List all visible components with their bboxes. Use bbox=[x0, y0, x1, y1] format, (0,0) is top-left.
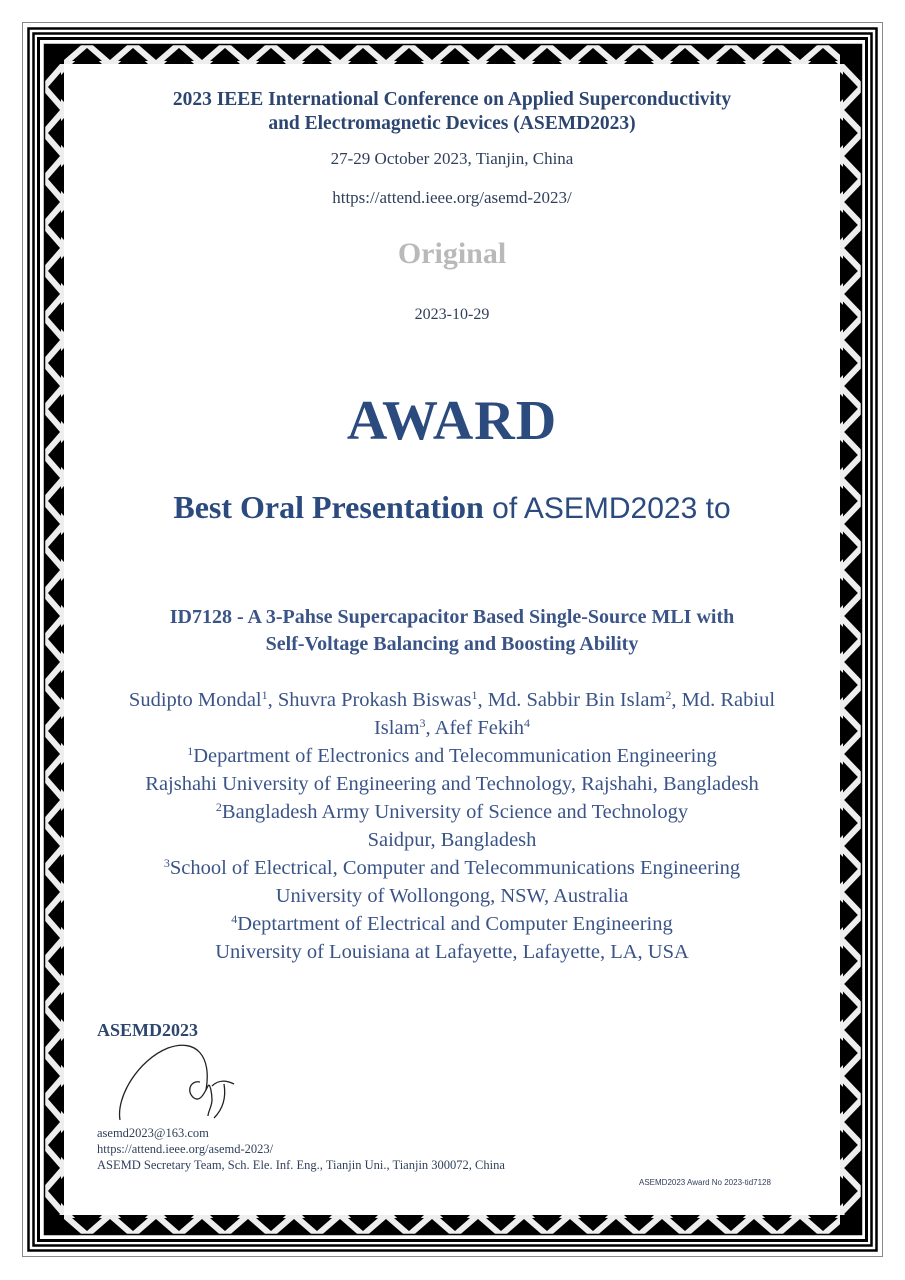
award-name: Best Oral Presentation bbox=[173, 489, 484, 525]
author: Md. Sabbir Bin Islam$^2$, bbox=[487, 688, 682, 711]
author: Md. Rabiul Islam$^3$, bbox=[373, 689, 776, 739]
author-list bbox=[104, 686, 800, 742]
conference-title-line2: and Electromagnetic Devices (ASEMD2023) bbox=[268, 113, 636, 134]
signature-icon bbox=[108, 1042, 248, 1124]
issue-date: 2023-10-29 bbox=[414, 306, 490, 323]
contact-address: ASEMD Secretary Team, Sch. Ele. Inf. Eng., Tianjin Uni., Tianjin 300072, China bbox=[97, 1158, 505, 1172]
affiliation-1: $^1$Department of Electronics and Telecommunication Engineering bbox=[187, 744, 717, 767]
award-suffix: of ASEMD2023 to bbox=[483, 492, 731, 525]
award-heading: AWARD bbox=[346, 390, 558, 452]
contact-block bbox=[97, 1125, 505, 1173]
contact-email[interactable]: asemd2023@163.com bbox=[97, 1126, 209, 1140]
original-stamp: Original bbox=[397, 237, 507, 270]
paper-title-line1: ID7128 - A 3-Pahse Supercapacitor Based Single-Source MLI with bbox=[169, 606, 735, 628]
author: Afef Fekih$^4$ bbox=[434, 716, 531, 739]
certificate-body bbox=[64, 64, 840, 1215]
paper-title bbox=[64, 604, 840, 658]
conference-dates-location: 27-29 October 2023, Tianjin, China bbox=[330, 149, 574, 168]
issuer-name: ASEMD2023 bbox=[97, 1020, 199, 1040]
award-line bbox=[64, 489, 840, 526]
affiliation-4-location: University of Louisiana at Lafayette, Lafayette, LA, USA bbox=[215, 941, 689, 963]
affiliation-3: $^3$School of Electrical, Computer and Telecommunications Engineering bbox=[163, 856, 741, 879]
conference-title-line1: 2023 IEEE International Conference on Applied Superconductivity bbox=[172, 89, 732, 110]
contact-url[interactable]: https://attend.ieee.org/asemd-2023/ bbox=[97, 1142, 274, 1156]
author: Sudipto Mondal$^1$, bbox=[128, 688, 278, 711]
paper-title-line2: Self-Voltage Balancing and Boosting Ability bbox=[265, 633, 639, 655]
award-number: ASEMD2023 Award No 2023-tid7128 bbox=[639, 1178, 771, 1187]
conference-url: https://attend.ieee.org/asemd-2023/ bbox=[332, 188, 572, 207]
author: Shuvra Prokash Biswas$^1$, bbox=[277, 688, 488, 711]
affiliation-3-location: University of Wollongong, NSW, Australia bbox=[275, 885, 629, 907]
affiliation-2: $^2$Bangladesh Army University of Science and Technology bbox=[215, 800, 689, 823]
affiliation-list bbox=[64, 742, 840, 966]
conference-title bbox=[64, 88, 840, 136]
affiliation-1-location: Rajshahi University of Engineering and Technology, Rajshahi, Bangladesh bbox=[145, 773, 759, 795]
affiliation-2-location: Saidpur, Bangladesh bbox=[367, 829, 537, 851]
affiliation-4: $^4$Deptartment of Electrical and Computer Engineering bbox=[231, 912, 673, 935]
